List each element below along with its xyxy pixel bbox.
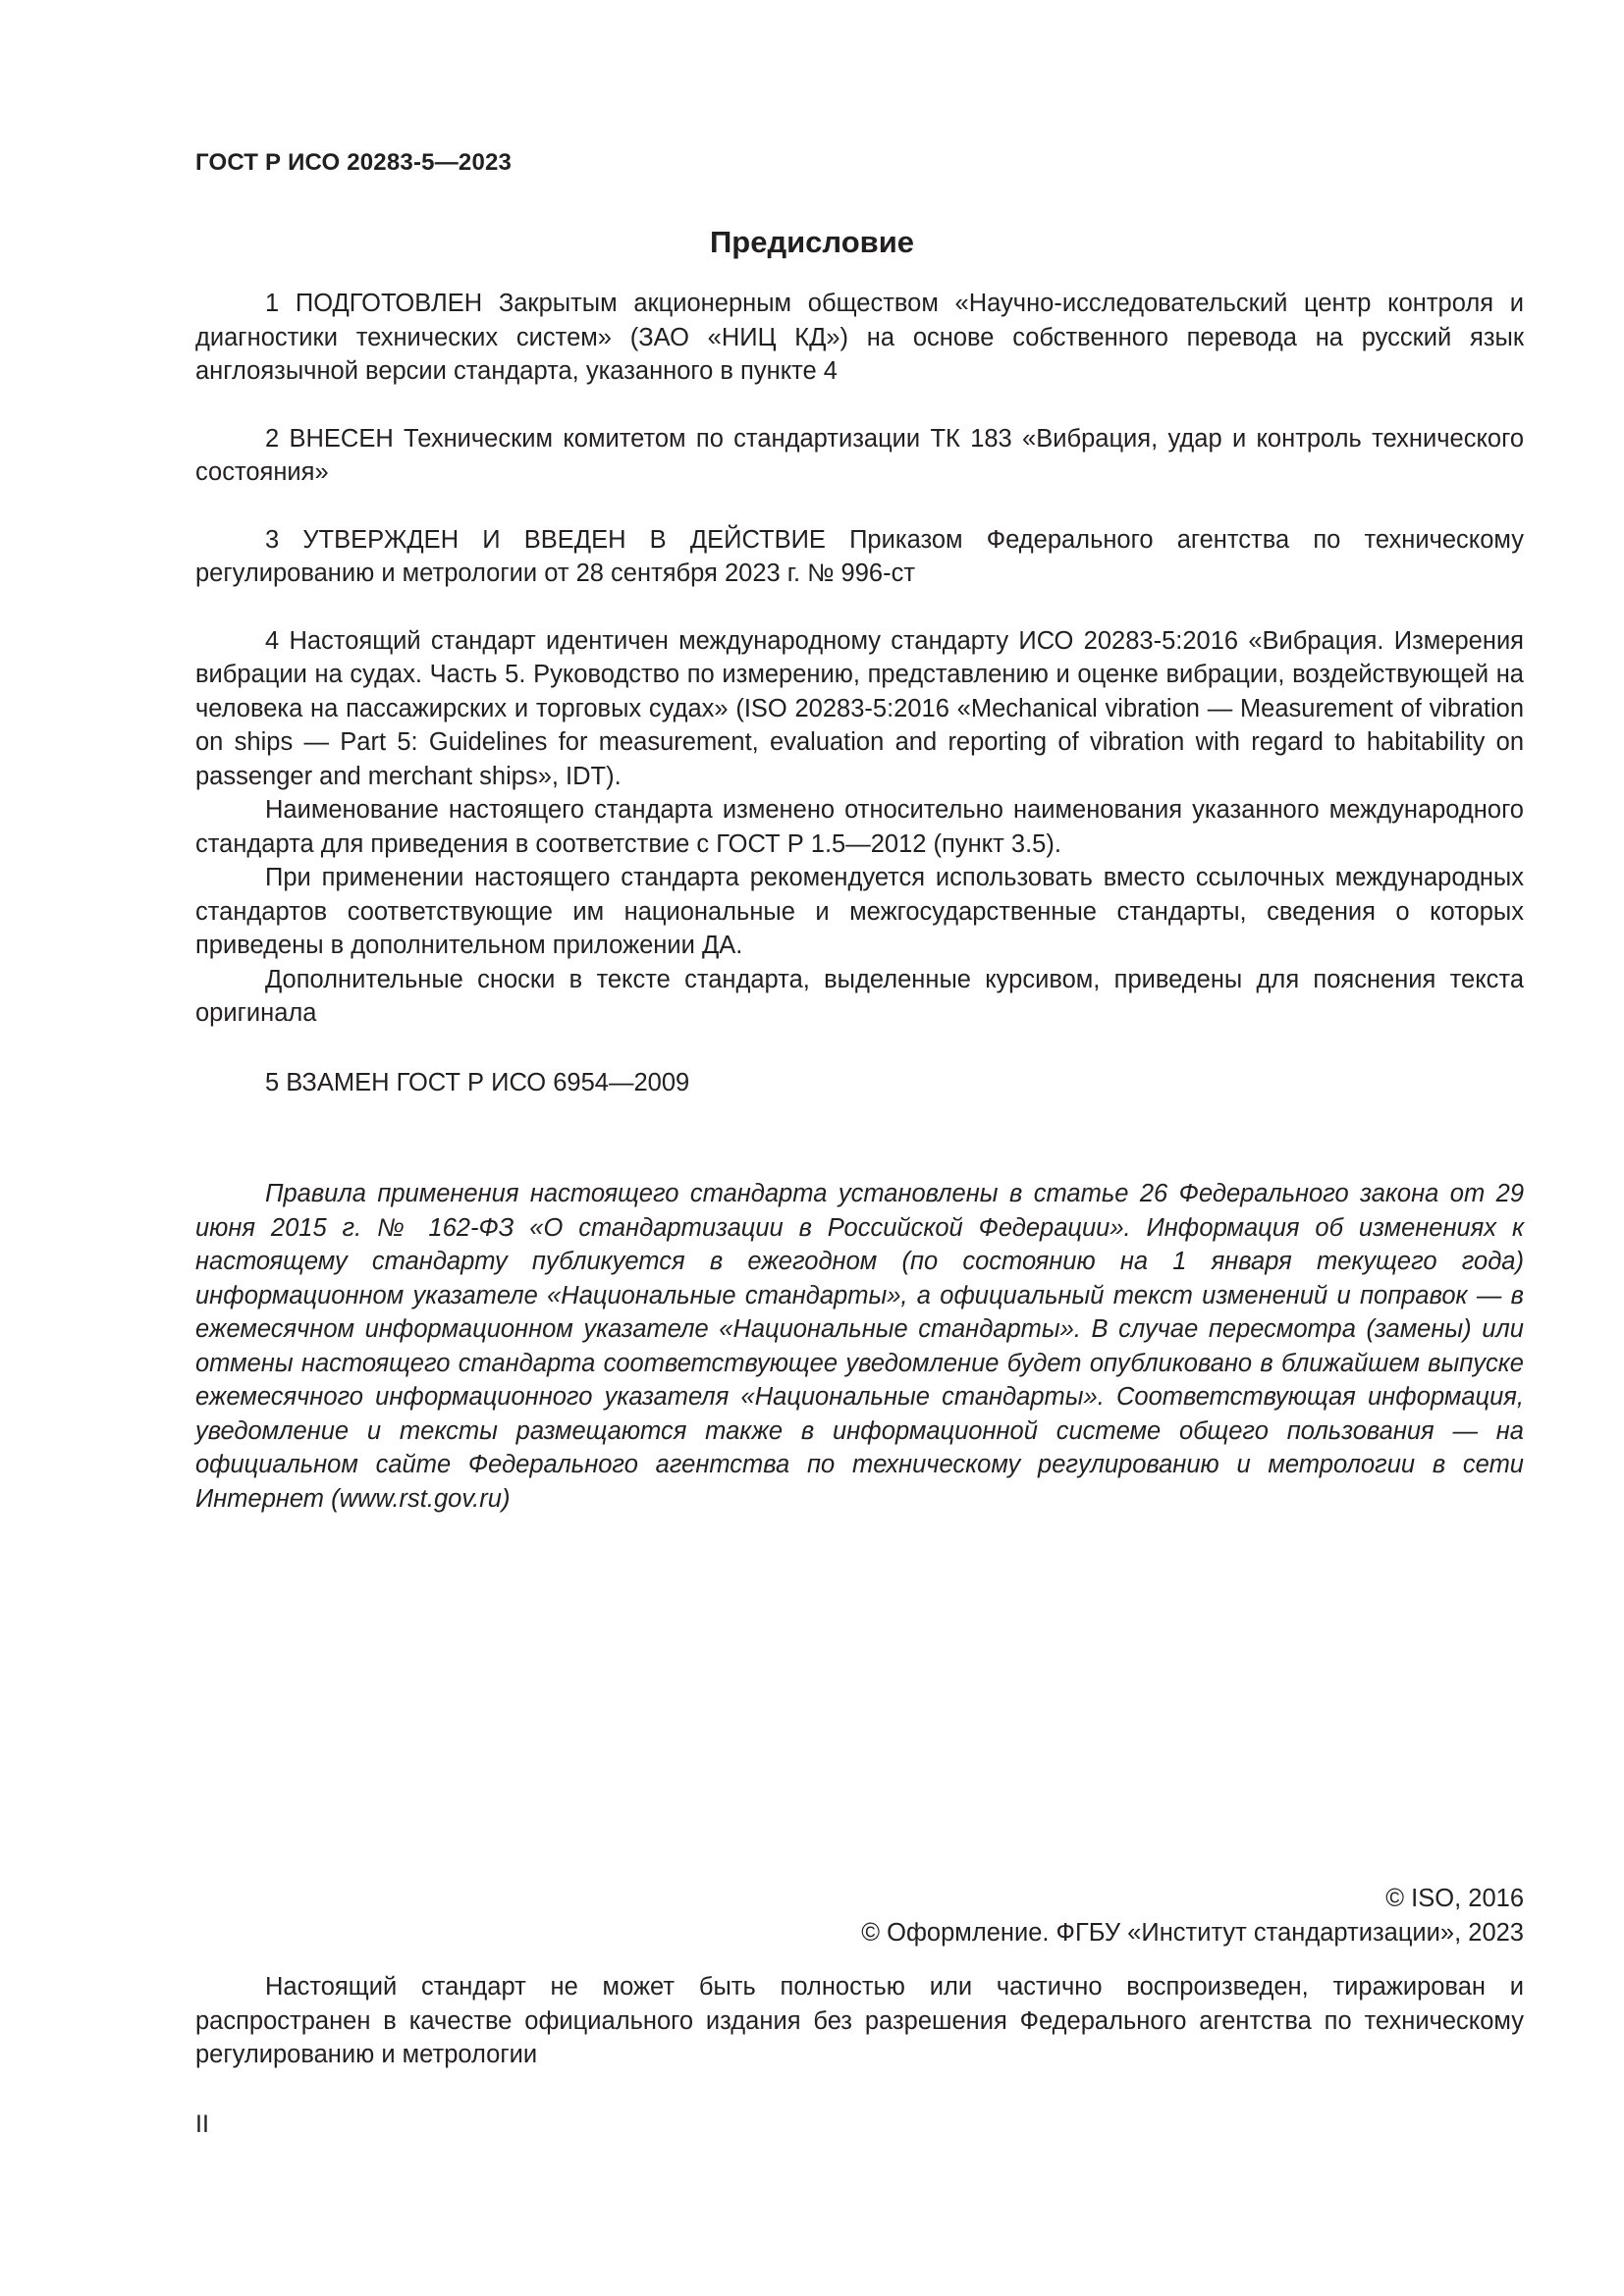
foreword-body xyxy=(195,287,1524,1099)
copyright-design: © Оформление. ФГБУ «Институт стандартизации», 2023 xyxy=(861,1919,1524,1947)
reproduction-text: Настоящий стандарт не может быть полностью или частично воспроизведен, тиражирован и распространен в качестве официального издания без разрешения Федерального агентства по техническому регулированию и метрологии xyxy=(195,1973,1524,2068)
notice-text: Правила применения настоящего стандарта установлены в статье 26 Федерального закона от 29 июня 2015 г. № 162-ФЗ «О стандартизации в Российской Федерации». Информация об изменениях к настоящему стандарту публикуется в ежегодном (по состоянию на 1 января текущего года) информационном указателе «Национальные стандарты», а официальный текст изменений и поправок — в ежемесячном информационном указателе «Национальные стандарты». В случае пересмотра (замены) или отмены настоящего стандарта соответствующее уведомление будет опубликовано в ближайшем выпуске ежемесячного информационного указателя «Национальные стандарты». Соответствующая информация, уведомление и тексты размещаются также в информационной системе общего пользования — на официальном сайте Федерального агентства по техническому регулированию и метрологии в сети Интернет (www.rst.gov.ru) xyxy=(195,1180,1524,1513)
paragraph-footnotes: Дополнительные сноски в тексте стандарта, выделенные курсивом, приведены для пояснения текста оригинала xyxy=(195,965,1524,1027)
paragraph-references: При применении настоящего стандарта рекомендуется использовать вместо ссылочных международных стандартов соответствующие им национальные и межгосударственные стандарты, сведения о которых приведены в дополнительном приложении ДА. xyxy=(195,864,1524,959)
paragraph-prepared: 1 ПОДГОТОВЛЕН Закрытым акционерным обществом «Научно-исследовательский центр контроля и диагностики технических систем» (ЗАО «НИЦ КД») на основе собственного перевода на русский язык англоязычной версии стандарта, указанного в пункте 4 xyxy=(195,290,1524,385)
paragraph-introduced: 2 ВНЕСЕН Техническим комитетом по стандартизации ТК 183 «Вибрация, удар и контроль технического состояния» xyxy=(195,424,1524,486)
paragraph-name-changed: Наименование настоящего стандарта изменено относительно наименования указанного международного стандарта для приведения в соответствие с ГОСТ Р 1.5—2012 (пункт 3.5). xyxy=(195,796,1524,858)
reproduction-notice xyxy=(195,1970,1524,2072)
paragraph-approved: 3 УТВЕРЖДЕН И ВВЕДЕН В ДЕЙСТВИЕ Приказом Федерального агентства по техническому регулированию и метрологии от 28 сентября 2023 г. № 996-ст xyxy=(195,525,1524,587)
copyright-block xyxy=(861,1882,1524,1950)
copyright-iso: © ISO, 2016 xyxy=(1385,1885,1524,1912)
page-number: II xyxy=(195,2110,209,2138)
document-header: ГОСТ Р ИСО 20283-5—2023 xyxy=(195,149,513,176)
paragraph-replaces: 5 ВЗАМЕН ГОСТ Р ИСО 6954—2009 xyxy=(265,1068,690,1096)
paragraph-identical: 4 Настоящий стандарт идентичен международному стандарту ИСО 20283-5:2016 «Вибрация. Измерения вибрации на судах. Часть 5. Руководство по измерению, представлению и оценке вибрации, воздействующей на человека на пассажирских и торговых судах» (ISO 20283-5:2016 «Mechanical vibration — Measurement of vibration on ships — Part 5: Guidelines for measurement, evaluation and reporting of vibration with regard to habitability on passenger and merchant ships», IDT). xyxy=(195,626,1524,790)
page-title: Предисловие xyxy=(709,225,914,259)
application-rules-notice xyxy=(195,1177,1524,1516)
